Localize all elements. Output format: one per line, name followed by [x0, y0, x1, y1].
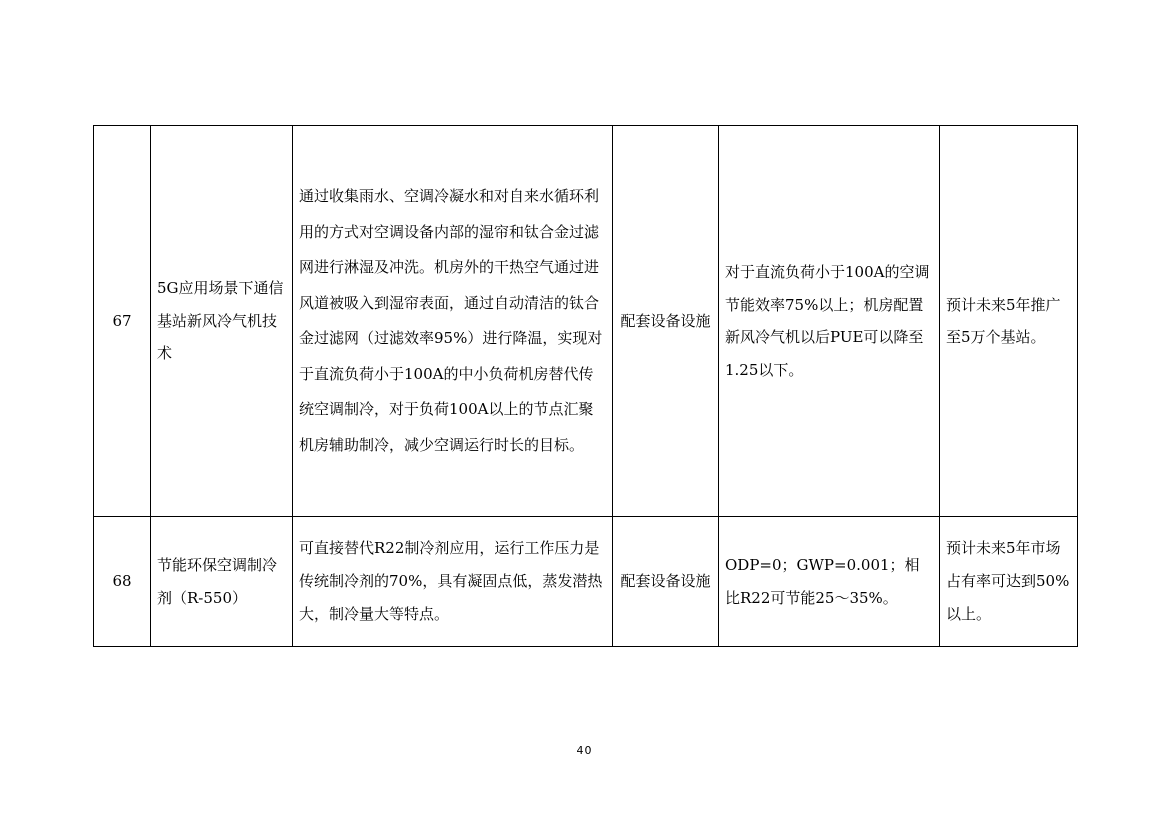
energy-saving-effect-cell: 对于直流负荷小于100A的空调节能效率75%以上；机房配置新风冷气机以后PUE可以降至1.25以下。 [719, 126, 940, 517]
technology-table [93, 125, 1078, 647]
technology-description-cell: 通过收集雨水、空调冷凝水和对自来水循环利用的方式对空调设备内部的湿帘和钛合金过滤网进行淋湿及冲洗。机房外的干热空气通过进风道被吸入到湿帘表面，通过自动清洁的钛合金过滤网（过滤效率95%）进行降温，实现对于直流负荷小于100A的中小负荷机房替代传统空调制冷，对于负荷100A以上的节点汇聚机房辅助制冷，减少空调运行时长的目标。 [293, 126, 613, 517]
technology-type-cell: 配套设备设施 [613, 517, 719, 647]
technology-name-cell: 节能环保空调制冷剂（R-550） [151, 517, 293, 647]
page-number: 40 [576, 744, 593, 757]
technology-type-cell: 配套设备设施 [613, 126, 719, 517]
row-number-cell: 68 [94, 517, 151, 647]
row-number-cell: 67 [94, 126, 151, 517]
table-row [94, 517, 1078, 647]
technology-description-cell: 可直接替代R22制冷剂应用，运行工作压力是传统制冷剂的70%，具有凝固点低，蒸发潜热大，制冷量大等特点。 [293, 517, 613, 647]
table-row [94, 126, 1078, 517]
promotion-prospect-cell: 预计未来5年推广至5万个基站。 [940, 126, 1078, 517]
energy-saving-effect-cell: ODP=0；GWP=0.001；相比R22可节能25～35%。 [719, 517, 940, 647]
technology-name-cell: 5G应用场景下通信基站新风冷气机技术 [151, 126, 293, 517]
promotion-prospect-cell: 预计未来5年市场占有率可达到50%以上。 [940, 517, 1078, 647]
